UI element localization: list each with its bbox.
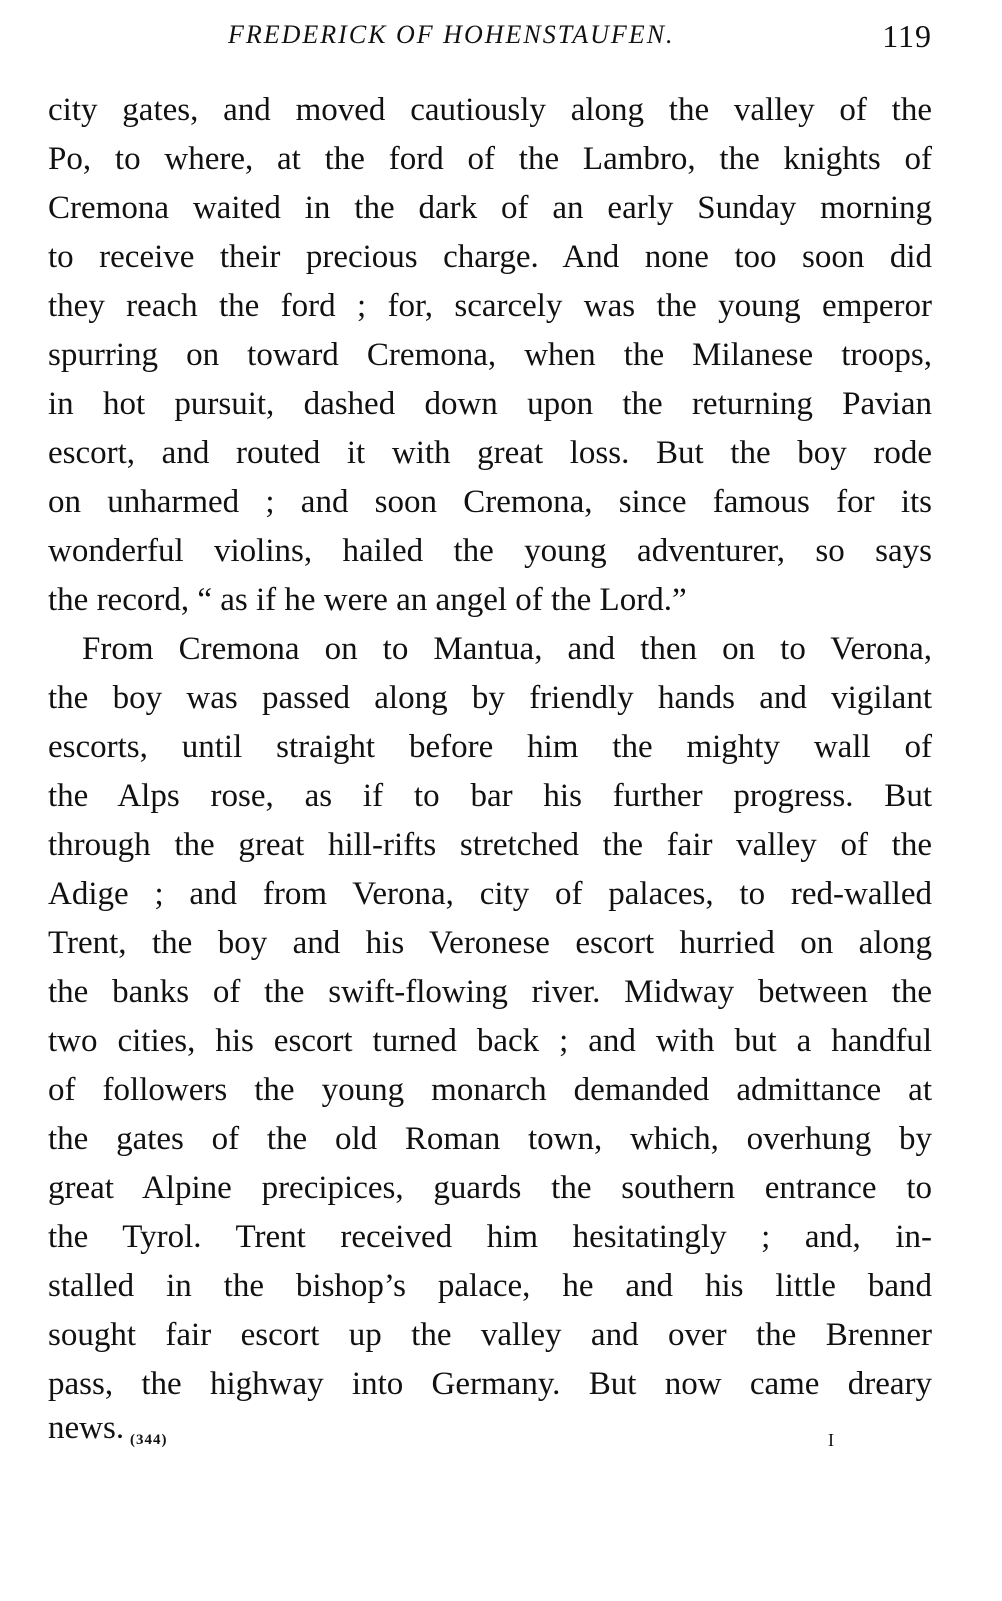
- text-line: two cities, his escort turned back ; and with but a handful: [48, 1023, 932, 1059]
- text-line: the banks of the swift-flowing river. Midway between the: [48, 974, 932, 1010]
- paragraph-end-line: the record, “ as if he were an angel of the Lord.”: [48, 582, 687, 618]
- text-line: great Alpine precipices, guards the southern entrance to: [48, 1170, 932, 1206]
- text-line: escorts, until straight before him the mighty wall of: [48, 729, 932, 765]
- signature-letter: I: [828, 1430, 834, 1450]
- text-line: the Tyrol. Trent received him hesitatingly ; and, in-: [48, 1219, 932, 1255]
- text-line: spurring on toward Cremona, when the Milanese troops,: [48, 337, 932, 373]
- text-line: of followers the young monarch demanded admittance at: [48, 1072, 932, 1108]
- body-text: [48, 86, 932, 1409]
- text-line: the boy was passed along by friendly hands and vigilant: [48, 680, 932, 716]
- text-line: Po, to where, at the ford of the Lambro, the knights of: [48, 141, 932, 177]
- text-line: sought fair escort up the valley and over the Brenner: [48, 1317, 932, 1353]
- paragraph-start-line: From Cremona on to Mantua, and then on to Verona,: [82, 631, 932, 667]
- text-line: Trent, the boy and his Veronese escort hurried on along: [48, 925, 932, 961]
- text-line: in hot pursuit, dashed down upon the returning Pavian: [48, 386, 932, 422]
- text-line: through the great hill-rifts stretched the fair valley of the: [48, 827, 932, 863]
- text-line: they reach the ford ; for, scarcely was the young emperor: [48, 288, 932, 324]
- final-word: news.: [48, 1410, 125, 1446]
- running-title: FREDERICK OF HOHENSTAUFEN.: [228, 20, 675, 49]
- text-line: stalled in the bishop’s palace, he and his little band: [48, 1268, 932, 1304]
- running-head: [48, 12, 932, 56]
- text-line: pass, the highway into Germany. But now came dreary: [48, 1366, 932, 1402]
- text-line: city gates, and moved cautiously along the valley of the: [48, 92, 932, 128]
- text-line: Adige ; and from Verona, city of palaces, to red-walled: [48, 876, 932, 912]
- text-line: Cremona waited in the dark of an early Sunday morning: [48, 190, 932, 226]
- text-line: on unharmed ; and soon Cremona, since famous for its: [48, 484, 932, 520]
- text-line: to receive their precious charge. And none too soon did: [48, 239, 932, 275]
- signature-code: (344): [130, 1432, 168, 1448]
- text-line: the gates of the old Roman town, which, overhung by: [48, 1121, 932, 1157]
- text-line: escort, and routed it with great loss. But the boy rode: [48, 435, 932, 471]
- text-line: wonderful violins, hailed the young adventurer, so says: [48, 533, 932, 569]
- page-number: 119: [882, 18, 932, 54]
- text-line: the Alps rose, as if to bar his further progress. But: [48, 778, 932, 814]
- page-footer: [48, 1410, 932, 1460]
